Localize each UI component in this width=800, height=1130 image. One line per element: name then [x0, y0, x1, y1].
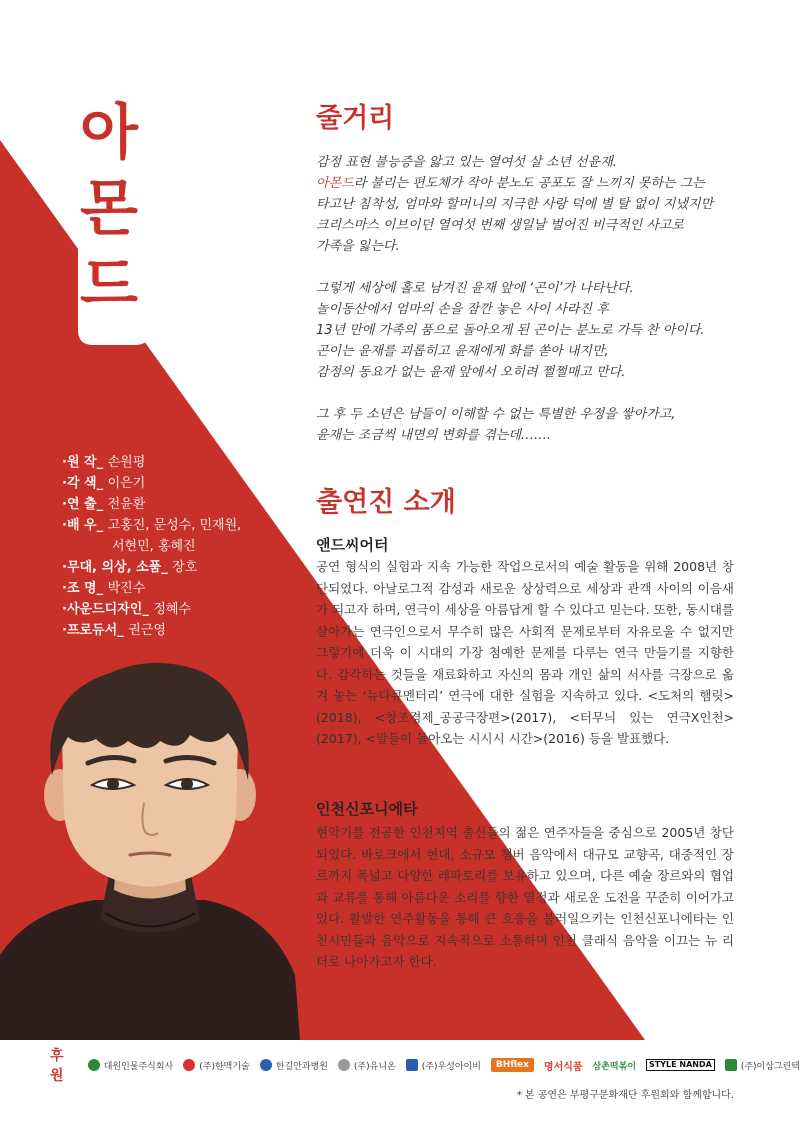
- sponsor-logo: BHflex: [491, 1058, 534, 1072]
- title-char-2: 몬: [80, 174, 138, 244]
- credit-row: ·배 우_ 고홍진, 문성수, 민재원,: [62, 518, 242, 533]
- sponsor-logo: (주)우성아이비: [406, 1059, 481, 1072]
- synopsis-heading: 줄거리: [316, 103, 395, 134]
- circle-logo-icon: [183, 1059, 195, 1071]
- sponsor-logo: 명서식품: [543, 1061, 583, 1073]
- cast-heading: 출연진 소개: [316, 487, 456, 518]
- credit-row: ·조 명_ 박진수: [62, 581, 146, 596]
- credit-row: ·무대, 의상, 소품_ 장호: [62, 560, 198, 575]
- org-desc-incheon-sinfonietta: 현악기를 전공한 인천지역 출신들의 젊은 연주자들을 중심으로 2005년 창단되었다. 바로크에서 현대, 소규모 챔버 음악에서 대규모 교향곡, 대중적인 장르까지 폭넓고 다양한 레파토리를 보유하고 있으며, 다른 예술 장르와의 협업과 교류를 통해 아름다운 소리를 향한 열정과 새로운 도전을 꾸준히 이어가고 있다. 활발한 연주활동을 통해 큰 호응을 불러일으키는 인천신포니에타는 인천시민들과 음악으로 지속적으로 소통하며 인천 클래식 음악을 이끄는 뉴 리더로 나아가고자 한다.: [316, 825, 734, 969]
- square-logo-icon: [406, 1059, 418, 1071]
- boy-illustration: [0, 655, 300, 1040]
- credit-row: 서현민, 홍혜진: [112, 539, 196, 554]
- sponsor-logo: STYLE NANDA: [646, 1059, 715, 1071]
- sponsor-logo: 삼촌떡볶이: [592, 1061, 637, 1072]
- title-char-3: 드: [80, 250, 138, 320]
- circle-logo-icon: [260, 1059, 272, 1071]
- circle-logo-icon: [88, 1059, 100, 1071]
- credit-row: ·원 작_ 손원평: [62, 455, 146, 470]
- play-title: [70, 95, 148, 323]
- org-name-incheon-sinfonietta: 인천신포니에타: [316, 800, 418, 818]
- sponsor-bar: [0, 1042, 800, 1088]
- title-char-1: 아: [80, 98, 138, 168]
- sponsor-footnote: * 본 공연은 부평구문화재단 후원회와 함께합니다.: [516, 1090, 734, 1101]
- synopsis-text: 감정 표현 불능증을 앓고 있는 열여섯 살 소년 선윤재. 아몬드라 불리는 편도체가 작아 분노도 공포도 잘 느끼지 못하는 그는 타고난 침착성, 엄마와 할머니의 지극한 사랑 덕에 별 탈 없이 지냈지만 크리스마스 이브이던 열여섯 번째 생일날 벌어진 비극적인 사고로 가족을 잃는다. 그렇게 세상에 홀로 남겨진 윤재 앞에 ‘곤이’가 나타난다. 놀이동산에서 엄마의 손을 잠깐 놓은 사이 사라진 후 13년 만에 가족의 품으로 돌아오게 된 곤이는 분노로 가득 찬 아이다. 곤이는 윤재를 괴롭히고 윤재에게 화를 쏟아 내지만, 감정의 동요가 없는 윤재 앞에서 오히려 쩔쩔매고 만다. 그 후 두 소년은 남들이 이해할 수 없는 특별한 우정을 쌓아가고, 윤재는 조금씩 내면의 변화를 겪는데…….: [316, 155, 714, 443]
- credit-row: ·프로듀서_ 권근영: [62, 623, 166, 638]
- credit-row: ·사운드디자인_ 정혜수: [62, 602, 191, 617]
- sponsor-logo: (주)이삼그린텍: [725, 1059, 800, 1072]
- circle-logo-icon: [338, 1059, 350, 1071]
- credit-row: ·각 색_ 이은기: [62, 476, 146, 491]
- sponsor-label: 후원: [50, 1048, 64, 1084]
- square-logo-icon: [725, 1059, 737, 1071]
- sponsor-logo: 대원인물주식회사: [88, 1059, 174, 1072]
- org-desc-and-theater: 공연 형식의 실험과 지속 가능한 작업으로서의 예술 활동을 위해 2008년 창단되었다. 아날로그적 감성과 새로운 상상력으로 세상과 관객 사이의 이음새가 되고자 하며, 연극이 세상을 아름답게 할 수 있다고 믿는다. 또한, 동시대를 살아가는 연극인으로서 무수히 많은 사회적 문제로부터 자유로울 수 없지만 그렇기에 더욱 이 시대의 가장 첨예한 문제를 다루는 연극 만들기를 지향한다. 감각하는 것들을 재료화하고 자신의 몸과 개인 삶의 서사를 극장으로 옮겨 놓는 ‘뉴다큐멘터리’ 연극에 대한 실험을 지속하고 있다. <도처의 햄릿>(2018), <창조경제_공공극장편>(2017), <터무늬 있는 연극X인천>(2017), <말들이 돌아오는 시시시 시간>(2016) 등을 발표했다.: [316, 559, 734, 746]
- sponsor-logo: 한길안과병원: [260, 1059, 328, 1072]
- sponsor-logo: (주)한맥기술: [183, 1059, 250, 1072]
- sponsor-logos: [88, 1058, 800, 1073]
- highlight-title: 아몬드: [316, 176, 354, 191]
- sponsor-logo: (주)유니온: [338, 1059, 396, 1072]
- credits-list: [62, 452, 312, 641]
- credit-row: ·연 출_ 전윤환: [62, 497, 146, 512]
- org-name-and-theater: 앤드씨어터: [316, 536, 389, 554]
